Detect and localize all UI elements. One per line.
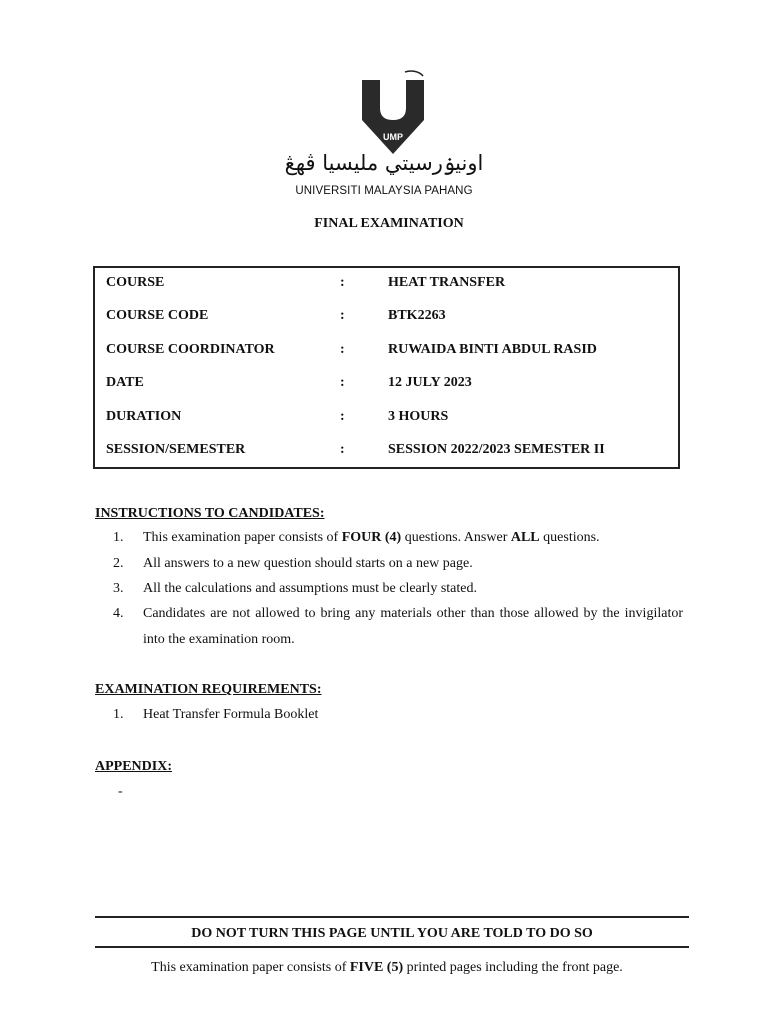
- instructions-heading: INSTRUCTIONS TO CANDIDATES:: [95, 506, 325, 521]
- logo-text: UMP: [383, 132, 403, 142]
- page-count: FIVE (5): [349, 960, 404, 975]
- item-text: All answers to a new question should starts on a new page.: [143, 556, 473, 571]
- info-separator: :: [340, 409, 345, 424]
- course-info-table: [93, 266, 680, 469]
- question-count: FOUR (4): [341, 530, 402, 545]
- info-label: COURSE: [106, 275, 165, 290]
- appendix-heading: APPENDIX:: [95, 759, 172, 774]
- item-number: 1.: [113, 530, 124, 545]
- item-number: 4.: [113, 606, 124, 621]
- item-number: 1.: [113, 707, 124, 722]
- info-value: HEAT TRANSFER: [388, 275, 506, 290]
- info-label: COURSE CODE: [106, 308, 209, 323]
- exam-title: FINAL EXAMINATION: [314, 216, 464, 231]
- item-number: 3.: [113, 581, 124, 596]
- info-separator: :: [340, 375, 345, 390]
- info-row-date: [95, 373, 678, 393]
- info-value: SESSION 2022/2023 SEMESTER II: [388, 442, 605, 457]
- info-label: COURSE COORDINATOR: [106, 342, 275, 357]
- info-value: 3 HOURS: [388, 409, 449, 424]
- info-value: BTK2263: [388, 308, 446, 323]
- info-row-session: [95, 440, 678, 460]
- item-text: Heat Transfer Formula Booklet: [143, 707, 319, 722]
- info-label: DATE: [106, 375, 144, 390]
- info-separator: :: [340, 342, 345, 357]
- answer-all: ALL: [510, 530, 540, 545]
- info-row-course-code: [95, 306, 678, 326]
- item-number: 2.: [113, 556, 124, 571]
- info-label: DURATION: [106, 409, 182, 424]
- info-separator: :: [340, 442, 345, 457]
- item-text: Candidates are not allowed to bring any materials other than those allowed by the invigilator into the examination room.: [143, 606, 683, 647]
- info-value: RUWAIDA BINTI ABDUL RASID: [388, 342, 597, 357]
- item-text: This examination paper consists of FOUR (4) questions. Answer ALL questions.: [143, 530, 600, 545]
- do-not-turn-warning: DO NOT TURN THIS PAGE UNTIL YOU ARE TOLD TO DO SO: [191, 926, 593, 941]
- university-name-arabic: اونيۏرسيتي مليسيا ڤهڠ: [284, 151, 484, 175]
- info-row-duration: [95, 407, 678, 427]
- info-separator: :: [340, 275, 345, 290]
- appendix-content: -: [118, 784, 123, 799]
- requirements-heading: EXAMINATION REQUIREMENTS:: [95, 682, 322, 697]
- divider-bottom: [95, 946, 689, 948]
- divider-top: [95, 916, 689, 918]
- info-row-coordinator: [95, 340, 678, 360]
- info-separator: :: [340, 308, 345, 323]
- university-logo: [353, 68, 433, 158]
- university-name: UNIVERSITI MALAYSIA PAHANG: [295, 185, 473, 197]
- info-value: 12 JULY 2023: [388, 375, 472, 390]
- info-row-course: [95, 273, 678, 293]
- page-count-note: This examination paper consists of FIVE (5) printed pages including the front page.: [151, 960, 623, 975]
- info-label: SESSION/SEMESTER: [106, 442, 246, 457]
- item-text: All the calculations and assumptions must be clearly stated.: [143, 581, 477, 596]
